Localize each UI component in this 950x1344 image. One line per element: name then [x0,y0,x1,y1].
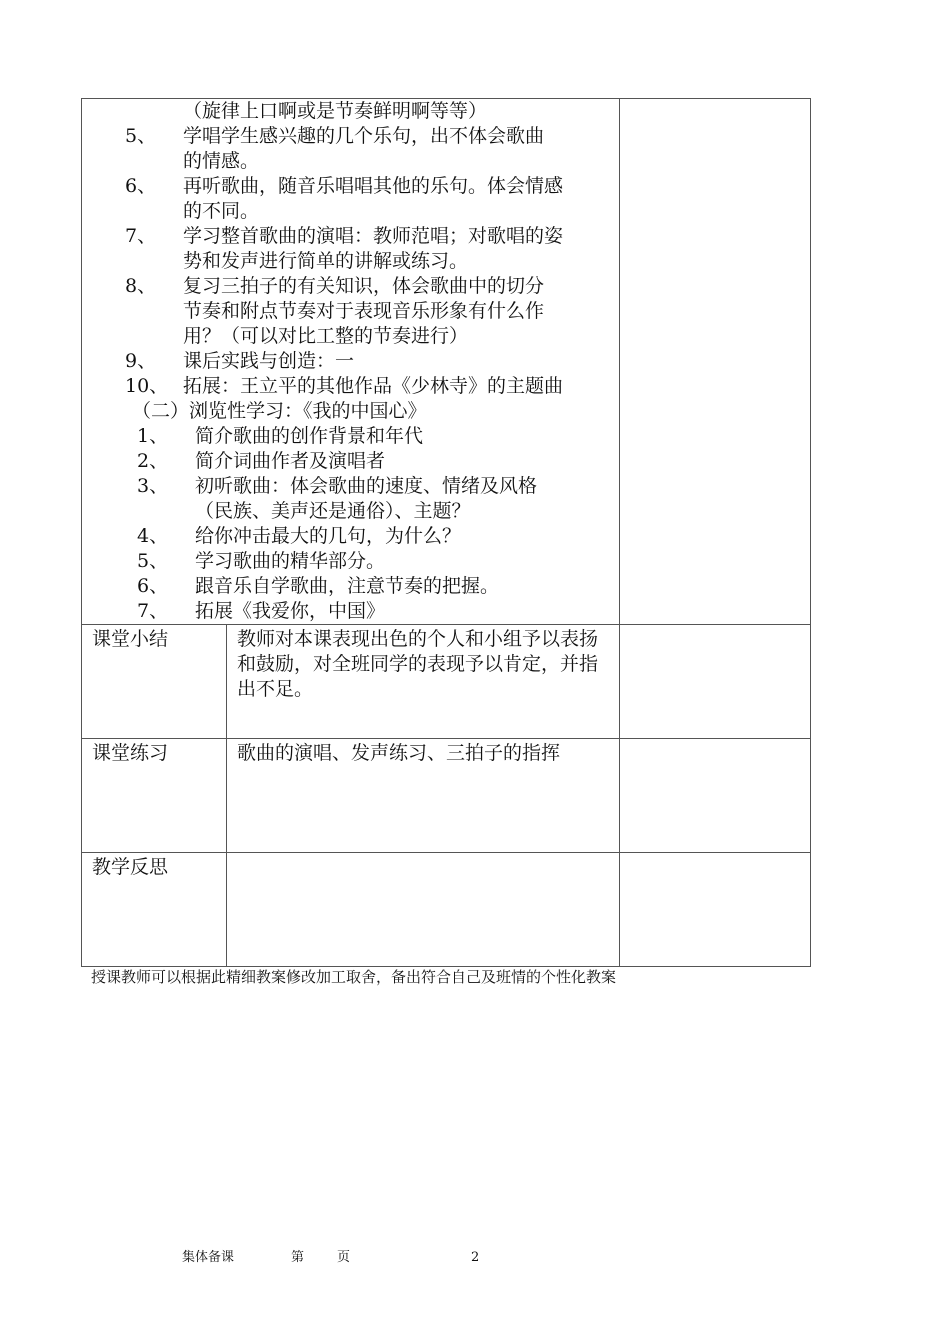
sub-step-line: （民族、美声还是通俗）、主题？ [195,500,471,522]
reflection-label: 教学反思 [92,856,169,878]
summary-content: 教师对本课表现出色的个人和小组予以表扬和鼓励，对全班同学的表现予以肯定，并指出不足。 [237,628,599,700]
sub-step-line: 3、 初听歌曲：体会歌曲的速度、情绪及风格 [137,475,538,497]
step-line: 8、 复习三拍子的有关知识，体会歌曲中的切分 [125,275,545,297]
footer-label: 集体备课 [182,1250,235,1265]
sub-step-line: 5、 学习歌曲的精华部分。 [137,550,386,572]
sub-step-line: 1、 简介歌曲的创作背景和年代 [137,425,424,447]
remarks-cell [620,625,811,739]
row-content-cell [227,625,620,739]
subsection-title: （二）浏览性学习：《我的中国心》 [132,400,427,422]
remarks-cell [620,739,811,853]
footer-page-number: 2 [471,1250,480,1265]
row-content-cell [227,739,620,853]
footer-page-prefix: 第 [291,1250,305,1265]
step-line: 5、 学唱学生感兴趣的几个乐句，出不体会歌曲 [125,125,545,147]
summary-label: 课堂小结 [92,628,169,650]
row-label-cell [82,625,227,739]
step-line: 6、 再听歌曲，随音乐唱唱其他的乐句。体会情感 [125,175,564,197]
row-content-cell [227,853,620,967]
lesson-table [81,98,811,967]
step-line: （旋律上口啊或是节奏鲜明啊等等） [183,100,488,122]
sub-step-line: 4、 给你冲击最大的几句，为什么？ [137,525,462,547]
step-line: 的情感。 [183,150,260,172]
step-line: 的不同。 [183,200,260,222]
step-line: 用？（可以对比工整的节奏进行） [183,325,469,347]
remarks-cell [620,99,811,625]
teaching-process-cell [82,99,620,625]
step-line: 7、 学习整首歌曲的演唱：教师范唱；对歌唱的姿 [125,225,564,247]
sub-step-line: 2、 简介词曲作者及演唱者 [137,450,386,472]
row-label-cell [82,853,227,967]
teacher-note: 授课教师可以根据此精细教案修改加工取舍，备出符合自己及班情的个性化教案 [91,968,617,986]
practice-content: 歌曲的演唱、发声练习、三拍子的指挥 [237,742,561,764]
sub-step-line: 7、 拓展《我爱你，中国》 [137,600,386,622]
step-line: 10、 拓展：王立平的其他作品《少林寺》的主题曲 [125,375,564,397]
step-line: 势和发声进行简单的讲解或练习。 [183,250,469,272]
step-line: 9、 课后实践与创造：一 [125,350,355,372]
row-label-cell [82,739,227,853]
practice-label: 课堂练习 [92,742,169,764]
remarks-cell [620,853,811,967]
reflection-content [227,853,619,855]
footer-page-suffix: 页 [337,1250,351,1265]
sub-step-line: 6、 跟音乐自学歌曲，注意节奏的把握。 [137,575,500,597]
teaching-steps-list [82,99,619,624]
step-line: 节奏和附点节奏对于表现音乐形象有什么作 [183,300,545,322]
